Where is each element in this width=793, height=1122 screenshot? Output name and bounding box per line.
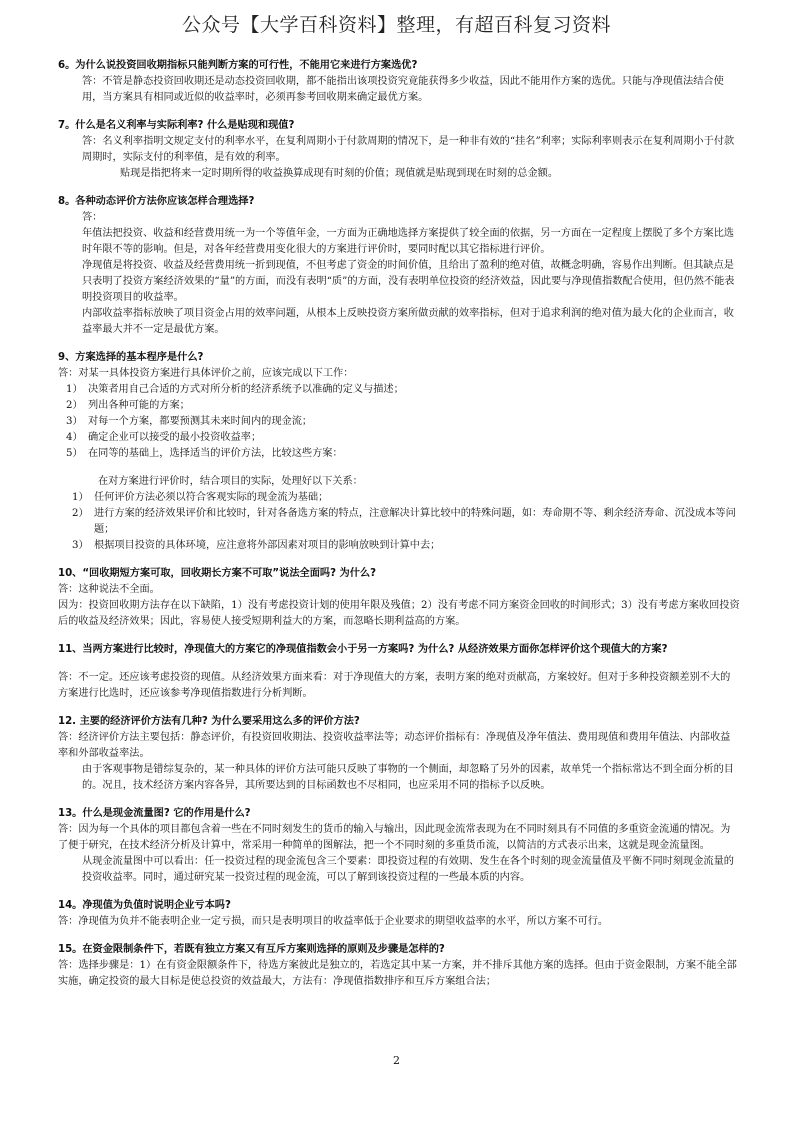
question-15-answer: 答：选择步骤是：1）在有资金限额条件下，待选方案彼此是独立的，若选定其中某一方案，并不排斥其他方案的选择。但由于资金限制，方案不能全部实施，确定投资的最大目标是使总投资的效益最大，方法有：净现值指数排序和互斥方案组合法； bbox=[58, 960, 737, 987]
question-8-title: 8。各种动态评价方法你应该怎样合理选择? bbox=[58, 196, 255, 207]
question-10-title: 10、“回收期短方案可取，回收期长方案不可取”说法全面吗? 为什么? bbox=[58, 568, 376, 579]
list-item: 4） 确定企业可以接受的最小投资收益率； bbox=[66, 432, 262, 443]
question-14-answer: 答：净现值为负并不能表明企业一定亏损，而只是表明项目的收益率低于企业要求的期望收益率的水平，所以方案不可行。 bbox=[58, 916, 609, 927]
page-header: 公众号【大学百科资料】整理，有超百科复习资料 bbox=[181, 14, 611, 36]
question-10-answer: 答：这种说法不全面。 bbox=[58, 584, 160, 595]
question-6-answer: 答：不管是静态投资回收期还是动态投资回收期，都不能指出该项投资究竟能获得多少收益，因此不能用作方案的选优。只能与净现值法结合使用，当方案具有相同或近似的收益率时，必须再参考回收期来确定最优方案。 bbox=[82, 76, 724, 103]
question-13-title: 13。什么是现金流量图? 它的作用是什么? bbox=[58, 808, 251, 819]
list-item: 3） 对每一个方案，都要预测其未来时间内的现金流； bbox=[66, 416, 313, 427]
question-9-title: 9、方案选择的基本程序是什么? bbox=[58, 352, 204, 363]
question-7-answer-2: 贴现是指把将来一定时期所得的收益换算成现有时刻的价值；现值就是贴现到现在时刻的总金额。 bbox=[120, 168, 559, 179]
question-8-paragraph-2: 净现值是将投资、收益及经营费用统一折到现值，不但考虑了资金的时间价值，且给出了盈利的绝对值，故概念明确，容易作出判断。但其缺点是只表明了投资方案经济效果的“量”的方面，而没有表明“质”的方面，没有表明单位投资的经济效益，因此要与净现值指数配合使用，但仍然不能表明投资项目的收益率。 bbox=[82, 260, 735, 303]
question-7-title: 7。什么是名义利率与实际利率? 什么是贴现和现值? bbox=[58, 120, 295, 131]
page-number: 2 bbox=[393, 1054, 400, 1067]
question-10-reason: 因为：投资回收期方法存在以下缺陷，1）没有考虑投资计划的使用年限及残值；2）没有考虑不同方案资金回收的时间形式；3）没有考虑方案收回投资后的收益及经济效果；因此，容易使人接受短期利益大的方案，而忽略长期利益高的方案。 bbox=[58, 600, 740, 627]
question-9-intro: 答：对某一具体投资方案进行具体评价之前，应该完成以下工作： bbox=[58, 368, 354, 379]
question-13-answer: 答：因为每一个具体的项目都包含着一些在不同时刻发生的货币的输入与输出，因此现金流常表现为在不同时刻具有不同值的多重资金流通的情况。为了便于研究，在技术经济分析及计算中，常采用一种简单的图解法，把一个不同时刻的多重货币流，以简洁的方式表示出来，这就是现金流量图。 bbox=[58, 824, 731, 851]
question-9-intro-2: 在对方案进行评价时，结合项目的实际，处理好以下关系： bbox=[98, 476, 363, 487]
question-12-answer-2: 由于客观事物是错综复杂的，某一种具体的评价方法可能只反映了事物的一个侧面，却忽略了另外的因素，故单凭一个指标常达不到全面分析的目的。况且，技术经济方案内容各异，其所要达到的目标函数也不尽相同，也应采用不同的指标予以反映。 bbox=[82, 764, 734, 791]
list-item: 1） 任何评价方法必须以符合客观实际的现金流为基础； bbox=[72, 492, 329, 503]
question-12-answer: 答：经济评价方法主要包括：静态评价，有投资回收期法、投资收益率法等；动态评价指标有：净现值及净年值法、费用现值和费用年值法、内部收益率和外部收益率法。 bbox=[58, 732, 731, 759]
list-item: 3） 根据项目投资的具体环境，应注意将外部因素对项目的影响放映到计算中去； bbox=[72, 540, 441, 551]
list-item: 1） 决策者用自己合适的方式对所分析的经济系统予以准确的定义与描述； bbox=[66, 384, 404, 395]
question-8-answer-label: 答： bbox=[82, 212, 103, 223]
question-11-title: 11、当两方案进行比较时，净现值大的方案它的净现值指数会小于另一方案吗? 为什么? 从经济效果方面你怎样评价这个现值大的方案? bbox=[58, 644, 668, 655]
document-body bbox=[58, 58, 740, 990]
question-12-title: 12. 主要的经济评价方法有几种? 为什么要采用这么多的评价方法? bbox=[58, 716, 360, 727]
question-6-title: 6。为什么说投资回收期指标只能判断方案的可行性，不能用它来进行方案选优? bbox=[58, 60, 418, 71]
question-8-paragraph-1: 年值法把投资、收益和经营费用统一为一个等值年金，一方面为正确地选择方案提供了较全面的依据，另一方面在一定程度上摆脱了多个方案比选时年限不等的影响。但是，对各年经营费用变化很大的方案进行评价时，要同时配以其它指标进行评价。 bbox=[82, 228, 734, 255]
question-7-answer: 答：名义利率指明文规定支付的利率水平，在复利周期小于付款周期的情况下，是一种非有效的“挂名”利率；实际利率则表示在复利周期小于付款周期时，实际支付的利率值，是有效的利率。 bbox=[82, 136, 735, 163]
question-15-title: 15。在资金限制条件下，若既有独立方案又有互斥方案则选择的原则及步骤是怎样的? bbox=[58, 944, 445, 955]
list-item: 5） 在同等的基础上，选择适当的评价方法，比较这些方案： bbox=[66, 448, 343, 459]
list-item: 2） 进行方案的经济效果评价和比较时，针对各备选方案的特点，注意解决计算比较中的特殊问题，如：寿命期不等、剩余经济寿命、沉没成本等问题； bbox=[72, 508, 736, 535]
question-8-paragraph-3: 内部收益率指标放映了项目资金占用的效率问题，从根本上反映投资方案所做贡献的效率指标，但对于追求利润的绝对值为最大化的企业而言，收益率最大并不一定是最优方案。 bbox=[82, 308, 734, 335]
question-13-answer-2: 从现金流量图中可以看出：任一投资过程的现金流包含三个要素：即投资过程的有效期、发生在各个时刻的现金流量值及平衡不同时刻现金流量的投资收益率。同时，通过研究某一投资过程的现金流，可以了解到该投资过程的一些最本质的内容。 bbox=[82, 856, 734, 883]
question-11-answer: 答：不一定。还应该考虑投资的现值。从经济效果方面来看：对于净现值大的方案，表明方案的绝对贡献高，方案较好。但对于多种投资额差别不大的方案进行比选时，还应该参考净现值指数进行分析判断。 bbox=[58, 672, 731, 699]
list-item: 2） 列出各种可能的方案； bbox=[66, 400, 190, 411]
question-14-title: 14。净现值为负值时说明企业亏本吗? bbox=[58, 900, 231, 911]
